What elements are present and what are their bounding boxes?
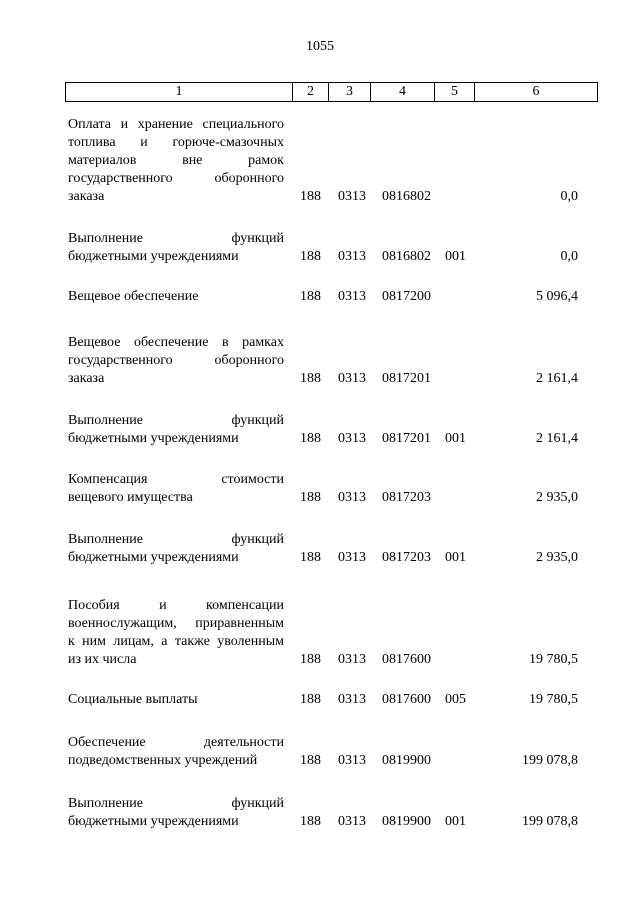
row-c4: 0816802	[382, 249, 431, 264]
row-c6: 2 935,0	[536, 550, 578, 565]
row-name	[68, 116, 284, 206]
row-c2: 188	[300, 249, 321, 264]
row-c5: 005	[445, 692, 466, 707]
row-c2: 188	[300, 371, 321, 386]
row-c4: 0817600	[382, 692, 431, 707]
table-row	[0, 334, 640, 388]
row-c6: 2 161,4	[536, 371, 578, 386]
row-c2: 188	[300, 289, 321, 304]
row-c6: 2 161,4	[536, 431, 578, 446]
row-c2: 188	[300, 550, 321, 565]
row-c4: 0817600	[382, 652, 431, 667]
row-c4: 0819900	[382, 753, 431, 768]
table-row	[0, 412, 640, 448]
row-name-line: бюджетными учреждениями	[68, 550, 239, 565]
row-c5: 001	[445, 550, 466, 565]
row-name-line: Обеспечение деятельности	[68, 735, 284, 750]
row-name-line: Выполнение функций	[68, 413, 284, 428]
row-name-line: заказа	[68, 189, 105, 204]
header-col-4: 4	[371, 83, 435, 102]
row-c3: 0313	[338, 371, 366, 386]
row-c4: 0817203	[382, 490, 431, 505]
table-row	[0, 288, 640, 306]
row-c6: 0,0	[560, 189, 578, 204]
table-row	[0, 734, 640, 770]
row-c5: 001	[445, 249, 466, 264]
header-col-2: 2	[293, 83, 329, 102]
row-c2: 188	[300, 692, 321, 707]
row-c2: 188	[300, 814, 321, 829]
row-c3: 0313	[338, 431, 366, 446]
row-name	[68, 471, 284, 507]
header-col-1: 1	[66, 83, 293, 102]
row-c4: 0819900	[382, 814, 431, 829]
row-name-line: топлива и горюче-смазочных	[68, 135, 284, 150]
header-col-5: 5	[435, 83, 475, 102]
row-c3: 0313	[338, 189, 366, 204]
row-c6: 2 935,0	[536, 490, 578, 505]
row-name-line: Компенсация стоимости	[68, 472, 284, 487]
row-c4: 0816802	[382, 189, 431, 204]
row-name	[68, 734, 284, 770]
row-c6: 199 078,8	[522, 753, 578, 768]
row-c6: 5 096,4	[536, 289, 578, 304]
row-name	[68, 334, 284, 388]
row-c2: 188	[300, 189, 321, 204]
row-name-line: Выполнение функций	[68, 231, 284, 246]
row-c6: 199 078,8	[522, 814, 578, 829]
header-col-6: 6	[475, 83, 598, 102]
row-name	[68, 597, 284, 669]
row-c4: 0817200	[382, 289, 431, 304]
table-row	[0, 116, 640, 206]
table-header	[65, 82, 598, 102]
table-row	[0, 230, 640, 266]
row-c6: 19 780,5	[529, 692, 578, 707]
table-row	[0, 691, 640, 709]
row-c3: 0313	[338, 289, 366, 304]
row-c4: 0817201	[382, 371, 431, 386]
header-col-3: 3	[329, 83, 371, 102]
row-name	[68, 412, 284, 448]
row-name-line: к ним лицам, а также уволенным	[68, 634, 284, 649]
row-c2: 188	[300, 753, 321, 768]
row-c2: 188	[300, 431, 321, 446]
row-c5: 001	[445, 431, 466, 446]
row-name-line: бюджетными учреждениями	[68, 249, 239, 264]
row-c2: 188	[300, 490, 321, 505]
row-name-line: государственного оборонного	[68, 353, 284, 368]
row-name-line: Выполнение функций	[68, 796, 284, 811]
table-row	[0, 795, 640, 831]
row-c3: 0313	[338, 652, 366, 667]
row-name-line: бюджетными учреждениями	[68, 814, 239, 829]
row-c6: 19 780,5	[529, 652, 578, 667]
row-c3: 0313	[338, 490, 366, 505]
row-c3: 0313	[338, 692, 366, 707]
row-c4: 0817203	[382, 550, 431, 565]
row-name-line: Вещевое обеспечение в рамках	[68, 335, 284, 350]
row-c2: 188	[300, 652, 321, 667]
row-name	[68, 531, 284, 567]
row-name-line: государственного оборонного	[68, 171, 284, 186]
row-name-line: Пособия и компенсации	[68, 598, 284, 613]
row-name-line: бюджетными учреждениями	[68, 431, 239, 446]
row-name	[68, 691, 284, 709]
row-name-line: Выполнение функций	[68, 532, 284, 547]
row-name-line: материалов вне рамок	[68, 153, 284, 168]
row-name-line: Вещевое обеспечение	[68, 289, 199, 304]
row-name-line: Социальные выплаты	[68, 692, 198, 707]
table-row	[0, 597, 640, 669]
row-c6: 0,0	[560, 249, 578, 264]
row-name-line: Оплата и хранение специального	[68, 117, 284, 132]
row-c5: 001	[445, 814, 466, 829]
row-name-line: вещевого имущества	[68, 490, 193, 505]
row-c4: 0817201	[382, 431, 431, 446]
row-c3: 0313	[338, 753, 366, 768]
row-c3: 0313	[338, 814, 366, 829]
row-name	[68, 795, 284, 831]
row-name-line: из их числа	[68, 652, 137, 667]
row-name-line: заказа	[68, 371, 105, 386]
table-row	[0, 531, 640, 567]
table-row	[0, 471, 640, 507]
row-c3: 0313	[338, 249, 366, 264]
row-name	[68, 288, 284, 306]
page-number: 1055	[306, 39, 334, 54]
row-name-line: военнослужащим, приравненным	[68, 616, 284, 631]
row-name	[68, 230, 284, 266]
row-c3: 0313	[338, 550, 366, 565]
row-name-line: подведомственных учреждений	[68, 753, 258, 768]
